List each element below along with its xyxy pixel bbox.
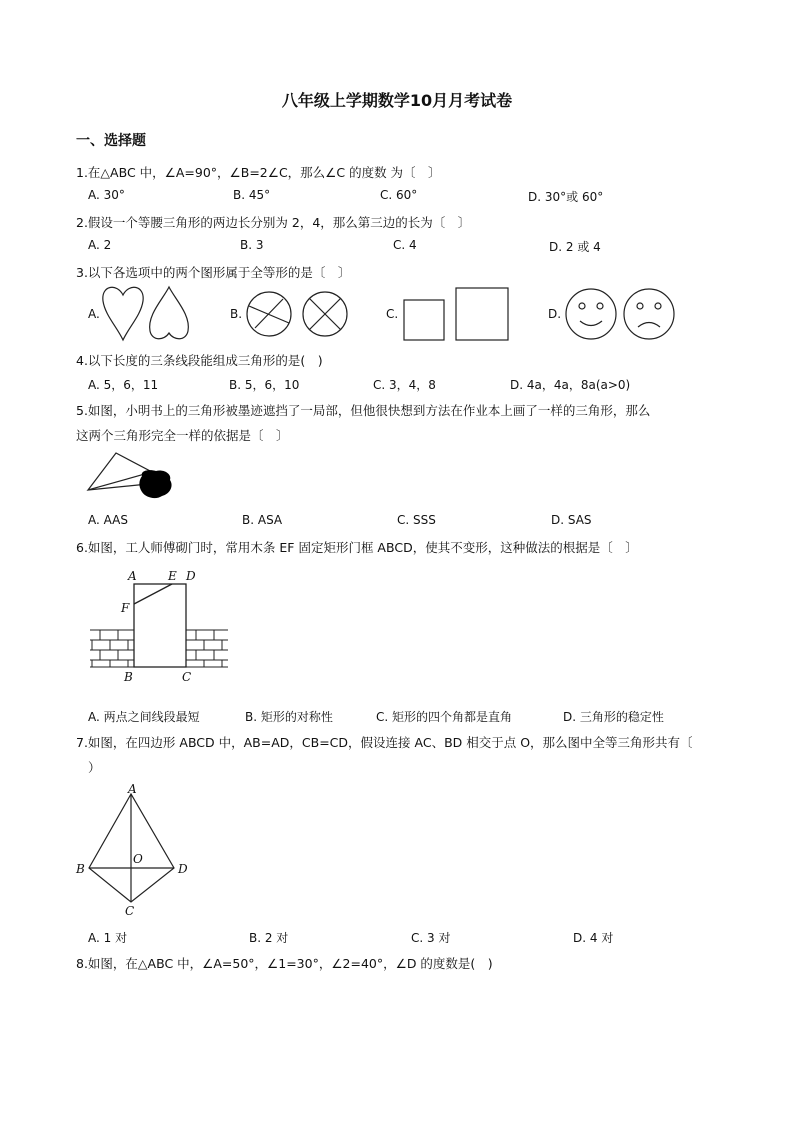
question-3-stem: 3.以下各选项中的两个图形属于全等形的是〔 〕: [76, 265, 351, 280]
question-5-option-b[interactable]: B. ASA: [242, 513, 283, 527]
section-heading: 一、选择题: [76, 133, 146, 149]
question-2-stem: 2.假设一个等腰三角形的两边长分别为 2，4，那么第三边的长为〔 〕: [76, 215, 471, 230]
question-5-option-c[interactable]: C. SSS: [397, 513, 436, 527]
kite-label-d: D: [178, 862, 188, 876]
question-3-option-b[interactable]: B.: [230, 307, 243, 321]
door-label-a: A: [128, 569, 137, 583]
question-6-option-d[interactable]: D. 三角形的稳定性: [563, 710, 664, 724]
question-3-option-a[interactable]: A.: [88, 307, 100, 321]
exam-title: 八年级上学期数学10月月考试卷: [281, 91, 513, 110]
question-6-option-a[interactable]: A. 两点之间线段最短: [88, 710, 200, 724]
door-label-c: C: [182, 670, 192, 684]
question-1-option-a[interactable]: A. 30°: [88, 188, 125, 202]
question-4-option-a[interactable]: A. 5，6，11: [88, 378, 159, 392]
question-7-stem-line-2: ）: [88, 760, 101, 775]
question-6-stem: 6.如图，工人师傅砌门时，常用木条 EF 固定矩形门框 ABCD，使其不变形，这种做法的根据是〔 〕: [76, 540, 638, 555]
question-4-option-d[interactable]: D. 4a，4a，8a(a>0): [510, 378, 631, 392]
question-7-option-c[interactable]: C. 3 对: [411, 931, 451, 945]
question-7-option-b[interactable]: B. 2 对: [249, 931, 289, 945]
question-1-option-c[interactable]: C. 60°: [380, 188, 418, 202]
question-5-stem-line-2: 这两个三角形完全一样的依据是〔 〕: [76, 428, 289, 443]
question-3-option-d[interactable]: D.: [548, 307, 562, 321]
question-2-option-c[interactable]: C. 4: [393, 238, 417, 252]
kite-label-b: B: [76, 862, 85, 876]
question-1-stem: 1.在△ABC 中，∠A=90°，∠B=2∠C，那么∠C 的度数 为〔 〕: [76, 165, 441, 180]
door-label-e: E: [168, 569, 177, 583]
question-5-stem-line-1: 5.如图，小明书上的三角形被墨迹遮挡了一局部，但他很快想到方法在作业本上画了一样的三角形，那么: [76, 403, 651, 418]
square-figure-c: [402, 285, 512, 343]
kite-label-o: O: [133, 852, 143, 866]
question-1-option-b[interactable]: B. 45°: [233, 188, 271, 202]
question-6-option-b[interactable]: B. 矩形的对称性: [245, 710, 333, 724]
smiley-face-figure-d: [563, 288, 677, 342]
question-7-option-a[interactable]: A. 1 对: [88, 931, 128, 945]
door-label-f: F: [121, 601, 130, 615]
door-frame-figure: [88, 568, 230, 686]
question-2-option-a[interactable]: A. 2: [88, 238, 112, 252]
question-5-option-a[interactable]: A. AAS: [88, 513, 128, 527]
question-8-stem: 8.如图，在△ABC 中，∠A=50°，∠1=30°，∠2=40°，∠D 的度数是( ): [76, 956, 493, 971]
door-label-b: B: [124, 670, 133, 684]
question-7-stem-line-1: 7.如图，在四边形 ABCD 中，AB=AD，CB=CD，假设连接 AC、BD 相交于点 O，那么图中全等三角形共有〔: [76, 735, 693, 750]
door-label-d: D: [186, 569, 196, 583]
kite-quadrilateral-figure: [74, 782, 192, 918]
heart-figure-a: [100, 285, 196, 343]
circle-figure-b: [245, 290, 353, 340]
kite-label-a: A: [128, 782, 137, 796]
question-6-option-c[interactable]: C. 矩形的四个角都是直角: [376, 710, 513, 724]
question-7-option-d[interactable]: D. 4 对: [573, 931, 614, 945]
kite-label-c: C: [125, 904, 135, 918]
question-5-option-d[interactable]: D. SAS: [551, 513, 592, 527]
question-4-stem: 4.以下长度的三条线段能组成三角形的是( ): [76, 353, 323, 368]
question-2-option-b[interactable]: B. 3: [240, 238, 264, 252]
question-4-option-b[interactable]: B. 5，6，10: [229, 378, 300, 392]
question-4-option-c[interactable]: C. 3，4，8: [373, 378, 436, 392]
question-2-option-d[interactable]: D. 2 或 4: [549, 240, 601, 254]
question-1-option-d[interactable]: D. 30°或 60°: [528, 190, 604, 204]
ink-covered-triangle-figure: [86, 450, 176, 500]
question-3-option-c[interactable]: C.: [386, 307, 399, 321]
